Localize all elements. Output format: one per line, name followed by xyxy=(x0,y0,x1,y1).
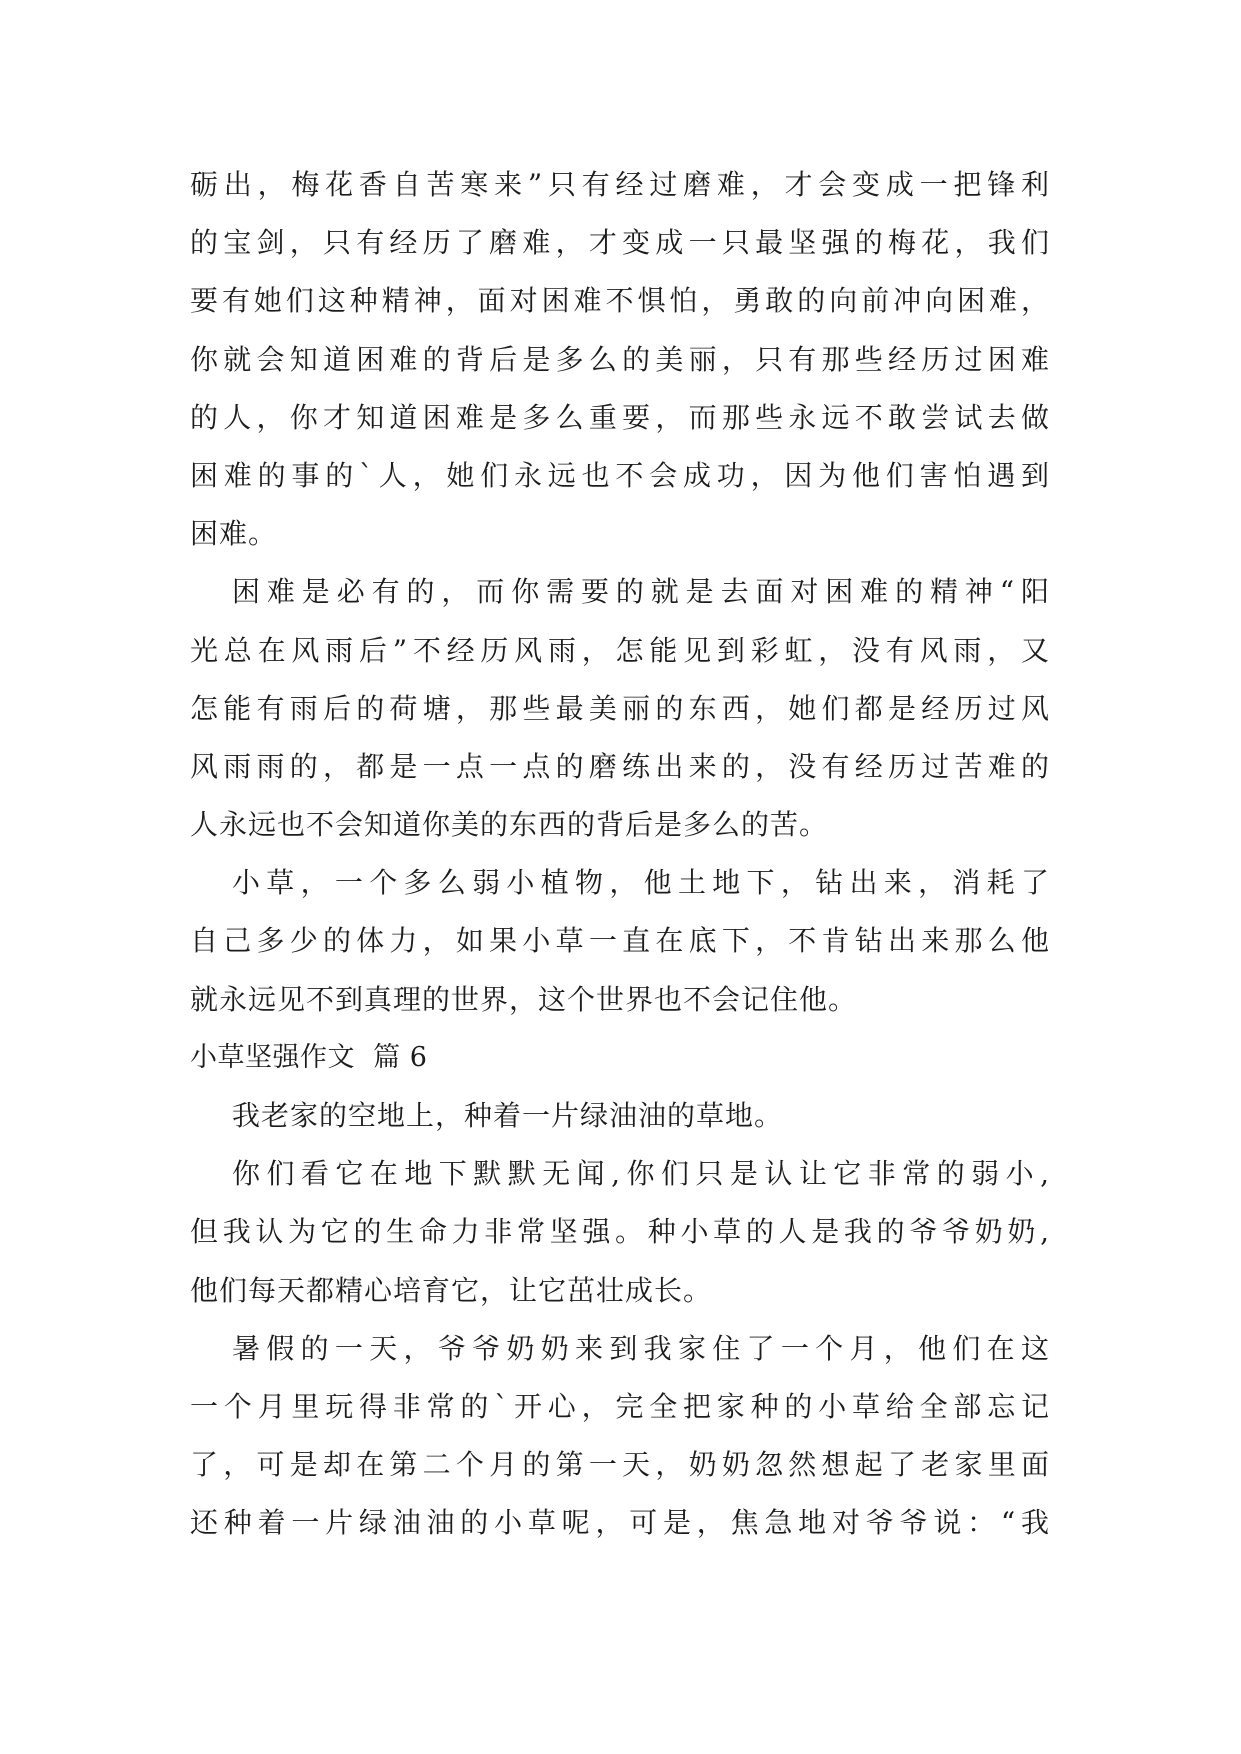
paragraph xyxy=(190,563,1050,854)
paragraph xyxy=(190,1320,1050,1553)
text-line: 他们每天都精心培育它，让它茁壮成长。 xyxy=(190,1273,713,1307)
text-line: 要有她们这种精神，面对困难不惧怕，勇敢的向前冲向困难， xyxy=(190,284,1050,318)
text-line: 小草，一个多么弱小植物，他土地下，钻出来，消耗了 xyxy=(232,866,1050,900)
document-body xyxy=(190,156,1050,1553)
text-line: 的宝剑，只有经历了磨难，才变成一只最坚强的梅花，我们 xyxy=(190,226,1050,260)
paragraph xyxy=(190,854,1050,1029)
text-line: 的人，你才知道困难是多么重要，而那些永远不敢尝试去做 xyxy=(190,400,1050,434)
text-line: 困难是必有的，而你需要的就是去面对困难的精神“阳 xyxy=(232,575,1050,609)
text-line: 自己多少的体力，如果小草一直在底下，不肯钻出来那么他 xyxy=(190,924,1050,958)
paragraph xyxy=(190,1145,1050,1320)
paragraph xyxy=(190,1087,1050,1145)
section-heading: 小草坚强作文 篇 6 xyxy=(190,1041,428,1073)
text-line: 砺出，梅花香自苦寒来”只有经过磨难，才会变成一把锋利 xyxy=(190,168,1050,201)
text-line: 我老家的空地上，种着一片绿油油的草地。 xyxy=(232,1099,784,1132)
text-line: 人永远也不会知道你美的东西的背后是多么的苦。 xyxy=(190,808,829,842)
text-line: 但我认为它的生命力非常坚强。种小草的人是我的爷爷奶奶, xyxy=(190,1215,1050,1249)
text-line: 一个月里玩得非常的`开心，完全把家种的小草给全部忘记 xyxy=(190,1389,1050,1423)
text-line: 还种着一片绿油油的小草呢，可是，焦急地对爷爷说：“我 xyxy=(190,1506,1050,1540)
text-line: 你就会知道困难的背后是多么的美丽，只有那些经历过困难 xyxy=(190,342,1050,376)
text-line: 就永远见不到真理的世界，这个世界也不会记住他。 xyxy=(190,982,858,1016)
text-line: 困难。 xyxy=(190,517,278,551)
text-line: 光总在风雨后”不经历风雨，怎能见到彩虹，没有风雨，又 xyxy=(190,633,1050,667)
text-line: 风雨雨的，都是一点一点的磨练出来的，没有经历过苦难的 xyxy=(190,749,1050,783)
text-line: 了，可是却在第二个月的第一天，奶奶忽然想起了老家里面 xyxy=(190,1448,1050,1482)
text-line: 怎能有雨后的荷塘，那些最美丽的东西，她们都是经历过风 xyxy=(190,691,1050,725)
text-line: 暑假的一天，爷爷奶奶来到我家住了一个月，他们在这 xyxy=(232,1331,1050,1365)
text-line: 困难的事的`人，她们永远也不会成功，因为他们害怕遇到 xyxy=(190,458,1050,492)
paragraph xyxy=(190,156,1050,563)
text-line: 你们看它在地下默默无闻,你们只是认让它非常的弱小, xyxy=(232,1157,1050,1191)
